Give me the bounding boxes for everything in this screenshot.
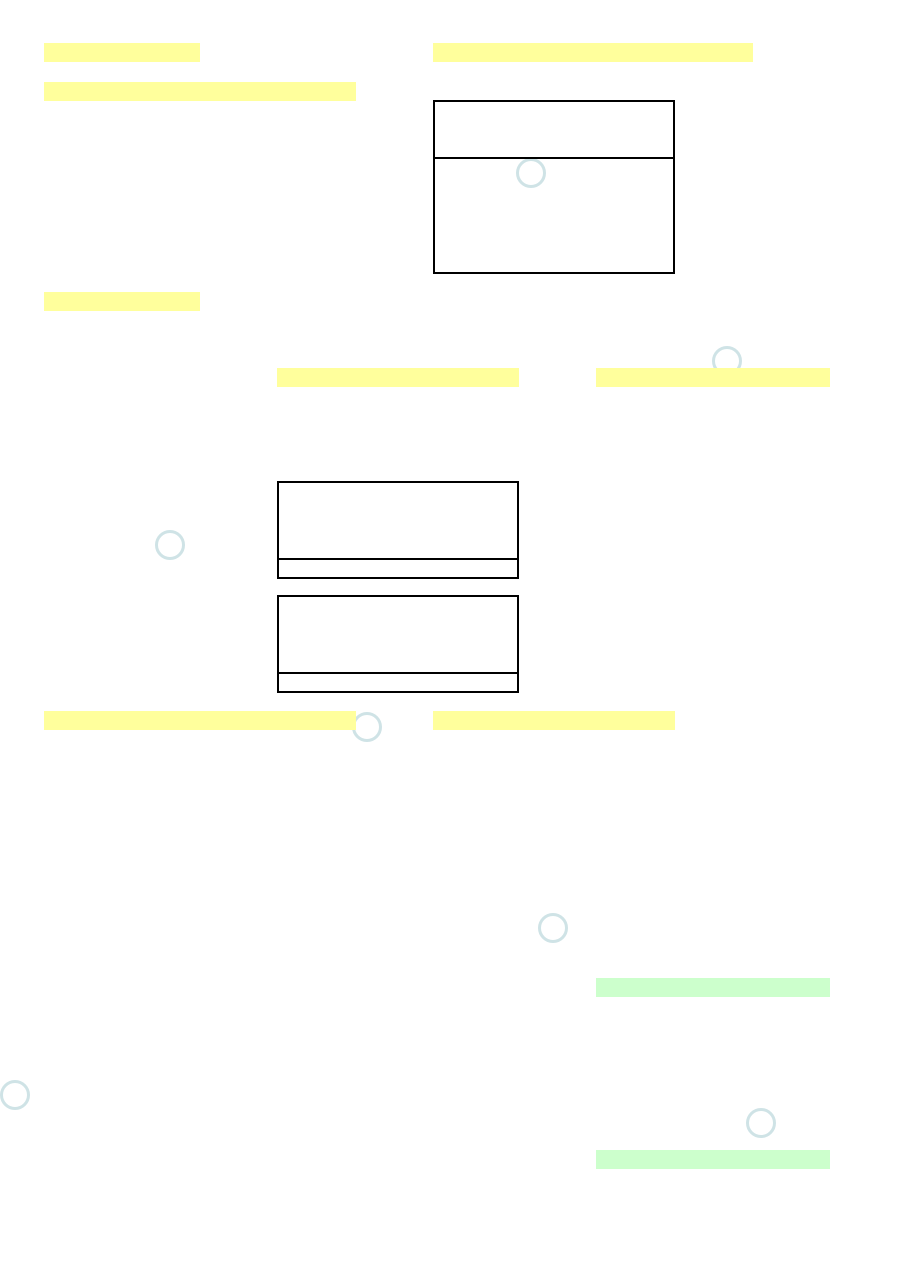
table-row	[433, 329, 753, 348]
table-row	[596, 577, 909, 596]
section-3-box	[433, 100, 675, 274]
table-row	[44, 806, 364, 825]
table-row	[44, 958, 364, 977]
table-row	[596, 444, 909, 463]
section-5-divider-2	[277, 672, 519, 674]
table-row	[44, 120, 364, 139]
table-row	[44, 787, 364, 806]
es-total-row	[596, 1150, 830, 1169]
es-half-row	[596, 1169, 830, 1188]
table-row	[44, 863, 364, 882]
section-3-divider	[433, 157, 675, 159]
table-row	[44, 844, 364, 863]
table-row	[277, 577, 597, 596]
section-5-box-2	[277, 595, 519, 693]
table-row	[44, 349, 364, 368]
table-row	[433, 63, 753, 82]
table-row	[596, 520, 909, 539]
section-8-header	[433, 711, 675, 730]
table-row	[44, 939, 364, 958]
table-row	[44, 882, 364, 901]
table-row	[44, 158, 364, 177]
table-row	[44, 196, 364, 215]
section-5-columns	[277, 387, 519, 406]
table-row	[44, 311, 364, 330]
section-7-header	[44, 711, 356, 730]
section-5-divider-1	[277, 558, 519, 560]
es-corrected-row	[596, 1188, 830, 1207]
table-row	[44, 768, 364, 787]
section-6-header	[596, 368, 830, 387]
table-row	[596, 558, 909, 577]
section-5-box-1	[277, 481, 519, 579]
table-row	[596, 482, 909, 501]
es-header	[596, 978, 830, 997]
table-row	[596, 463, 909, 482]
section-7-columns	[44, 730, 364, 749]
table-row	[433, 272, 753, 291]
table-row	[44, 901, 364, 920]
table-row	[433, 291, 753, 310]
table-row	[44, 920, 364, 939]
table-row	[44, 825, 364, 844]
table-row	[596, 406, 909, 425]
table-row	[596, 425, 909, 444]
table-row	[44, 139, 364, 158]
table-row	[596, 501, 909, 520]
table-row	[433, 82, 753, 101]
table-row	[277, 463, 597, 482]
table-row	[44, 101, 364, 120]
table-row	[277, 406, 597, 425]
table-row	[433, 310, 753, 329]
table-row	[44, 330, 364, 349]
section-3-header	[433, 43, 753, 62]
table-row	[596, 539, 909, 558]
table-row	[44, 234, 364, 253]
table-row	[277, 425, 597, 444]
table-row	[596, 615, 909, 634]
table-row	[596, 596, 909, 615]
table-row	[44, 215, 364, 234]
table-row	[277, 444, 597, 463]
unidocs-logo-icon	[538, 913, 568, 943]
table-row	[596, 387, 909, 406]
section-1-header	[44, 43, 200, 62]
table-row	[44, 253, 364, 272]
section-2-header	[44, 82, 356, 101]
unidocs-logo-icon	[0, 1080, 30, 1110]
table-row	[44, 177, 364, 196]
unidocs-logo-icon	[746, 1108, 776, 1138]
section-5-header	[277, 368, 519, 387]
section-4-header	[44, 292, 200, 311]
table-row	[44, 749, 364, 768]
